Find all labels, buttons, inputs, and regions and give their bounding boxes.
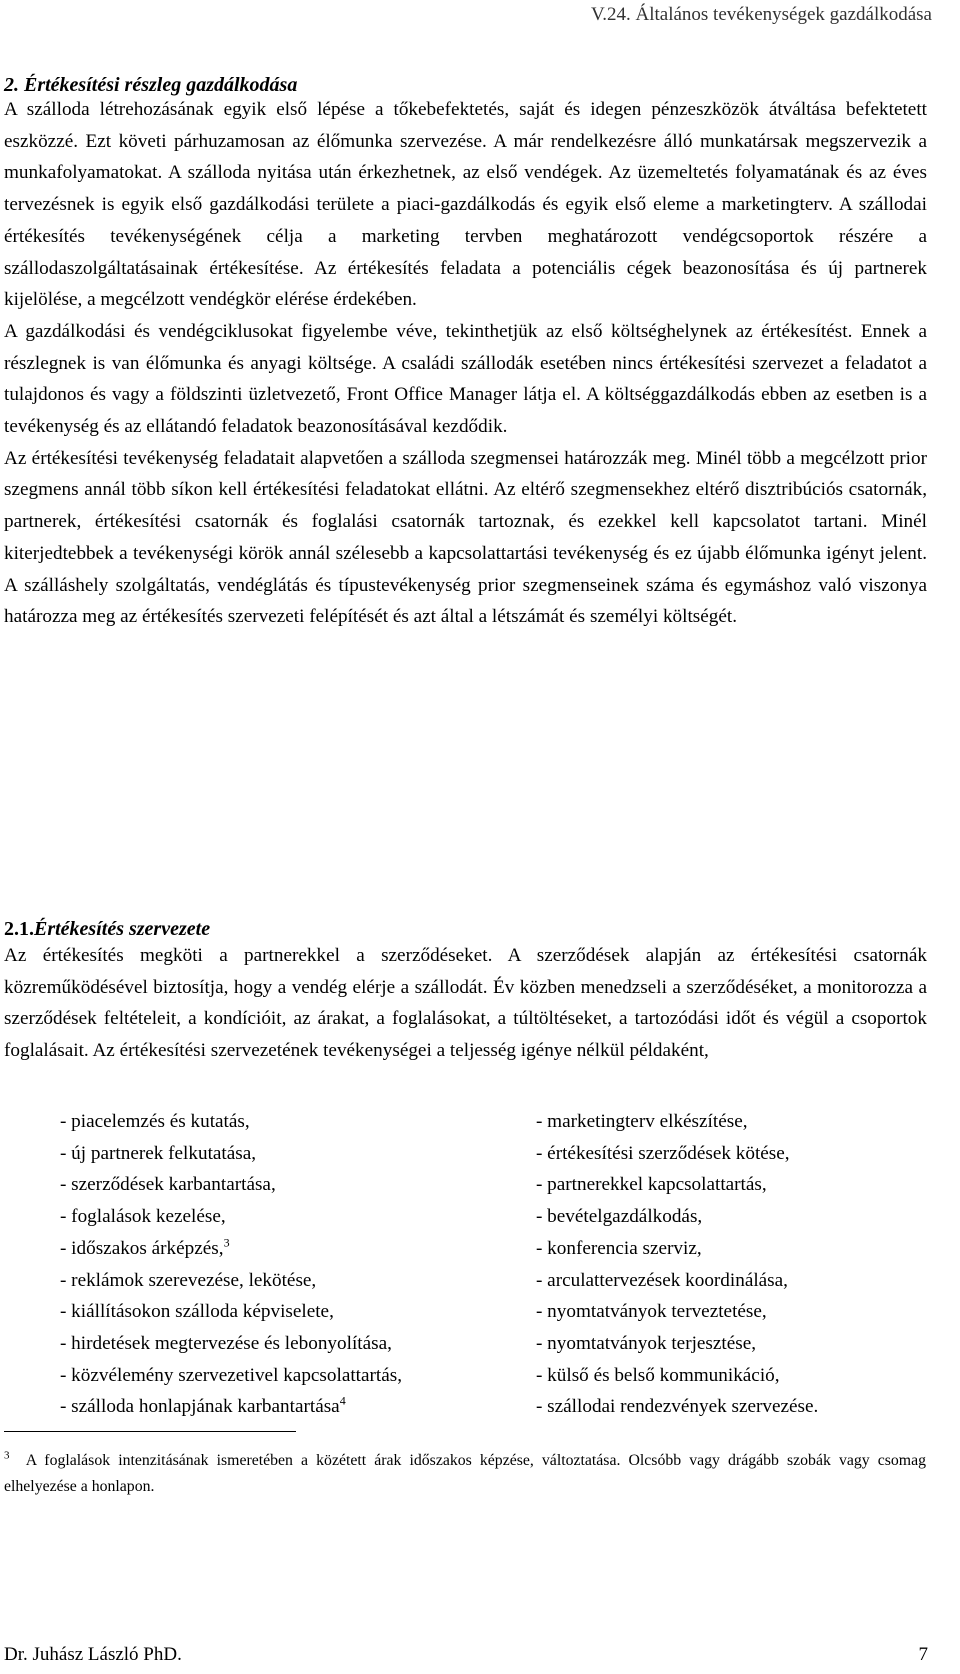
list-item: - nyomtatványok terveztetése, — [536, 1301, 767, 1323]
task-list-right — [536, 1106, 818, 1423]
paragraph: A gazdálkodási és vendégciklusokat figyelembe véve, tekinthetjük az első költséghelynek az értékesítést. Ennek a részlegnek is van élőmunka és anyagi költsége. A családi szállodák esetében nincs értékesítési szervezet a feladatot a tulajdonos és vagy a földszinti üzletvezető, Front Office Manager látja el. A költséggazdálkodás ebben az esetben is a tevékenység és az ellátandó feladatok beazonosításával kezdődik. — [4, 320, 927, 438]
task-list-left — [60, 1106, 402, 1423]
list-item: - reklámok szerevezése, lekötése, — [60, 1269, 317, 1291]
section-body — [4, 94, 927, 633]
footnote-divider — [4, 1431, 296, 1432]
footer-author: Dr. Juhász László PhD. — [4, 1644, 182, 1665]
list-item: - piacelemzés és kutatás, — [60, 1111, 250, 1132]
list-item: - hirdetések megtervezése és lebonyolítása, — [60, 1332, 392, 1354]
paragraph: Az értékesítés megköti a partnerekkel a szerződéseket. A szerződések alapján az értékesítési csatornák közreműködésével biztosítja, hogy a vendég elérje a szállodát. Év közben menedzseli a szerződéséket, a monitorozza a szerződések feltételeit, a kondícióit, az árakat, a foglalásokat, a túltöltéseket, a tartozódási időt és végül a csoportok foglalásait. Az értékesítési szervezetének tevékenységei a teljesség igénye nélkül példaként, — [4, 945, 927, 1062]
footnote-text: A foglalások intenzitásának ismeretében a közétett árak időszakos képzése, változtatása. Olcsóbb vagy drágább szobák vagy csomag elhelyezése a honlapon. — [4, 1452, 927, 1495]
list-item: - külső és belső kommunikáció, — [536, 1364, 780, 1386]
footnote-ref[interactable]: 4 — [339, 1393, 346, 1408]
subsection-number: 2.1. — [4, 918, 34, 940]
list-item: - kiállításokon szálloda képviselete, — [60, 1301, 334, 1323]
list-item: - értékesítési szerződések kötése, — [536, 1142, 790, 1164]
list-item-text: - időszakos árképzés, — [60, 1237, 224, 1259]
list-item: - marketingterv elkészítése, — [536, 1111, 748, 1132]
section-title: 2. Értékesítési részleg gazdálkodása — [4, 74, 298, 96]
subsection-title — [4, 918, 210, 941]
running-header: V.24. Általános tevékenységek gazdálkodása — [590, 4, 932, 25]
list-item: - konferencia szerviz, — [536, 1237, 702, 1259]
list-item: - nyomtatványok terjesztése, — [536, 1332, 757, 1354]
footnote-mark: 3 — [4, 1449, 10, 1462]
list-item: - partnerekkel kapcsolattartás, — [536, 1174, 767, 1196]
list-item: - közvélemény szervezetivel kapcsolattartás, — [60, 1364, 403, 1386]
paragraph: Az értékesítési tevékenység feladatait alapvetően a szálloda szegmensei határozzák meg. Minél több a megcélzott prior szegmens annál több síkon kell értékesítési feladatokat ellátni. Az eltérő szegmensekhez eltérő disztribúciós csatornák, partnerek, értékesítési csatornák és foglalási csatornák tartoznak, és ezekkel kell kapcsolatot tartani. Minél kiterjedtebbek a tevékenységi körök annál szélesebb a kapcsolattartási tevékenység és ez újabb élőmunka igényt jelent. A szálláshely szolgáltatás, vendéglátás és típustevékenység prior szegmenseinek száma és egymáshoz való viszonya határozza meg az értékesítés szervezeti felépítését és azt által a létszámát és személyi költségét. — [4, 447, 927, 628]
paragraph: A szálloda létrehozásának egyik első lépése a tőkebefektetés, saját és idegen pénzeszközök átváltása befektetett eszközzé. Ezt követi párhuzamosan az élőmunka szervezése. A már rendelkezésre álló munkatársak megszervezik a munkafolyamatokat. A szálloda nyitása után érkezhetnek, az első vendégek. Az üzemeltetés folyamatának és az éves tervezésnek is egyik első gazdálkodási területe a piaci-gazdálkodás és egyik első eleme a marketingterv. A szállodai értékesítés tevékenységének célja a marketing tervben meghatározott vendégcsoportok részére a szállodaszolgáltatásainak értékesítése. Az értékesítés feladata a potenciális cégek beazonosítása és új partnerek kijelölése, a megcélzott vendégkör elérése érdekében. — [4, 99, 927, 311]
footnote-ref[interactable]: 3 — [223, 1235, 230, 1250]
footnote — [4, 1448, 926, 1500]
list-item-text: - szálloda honlapjának karbantartása — [60, 1396, 340, 1418]
list-item: - szerződések karbantartása, — [60, 1174, 276, 1196]
subsection-heading: Értékesítés szervezete — [34, 918, 211, 940]
list-item-with-footnote — [60, 1233, 402, 1265]
page-number: 7 — [918, 1644, 928, 1665]
list-item: - arculattervezések koordinálása, — [536, 1269, 788, 1291]
list-item: - foglalások kezelése, — [60, 1206, 226, 1228]
list-item: - szállodai rendezvények szervezése. — [536, 1396, 819, 1418]
list-item: - bevételgazdálkodás, — [536, 1206, 703, 1228]
list-item: - új partnerek felkutatása, — [60, 1142, 257, 1164]
list-item-with-footnote — [60, 1391, 402, 1423]
subsection-body — [4, 940, 927, 1067]
